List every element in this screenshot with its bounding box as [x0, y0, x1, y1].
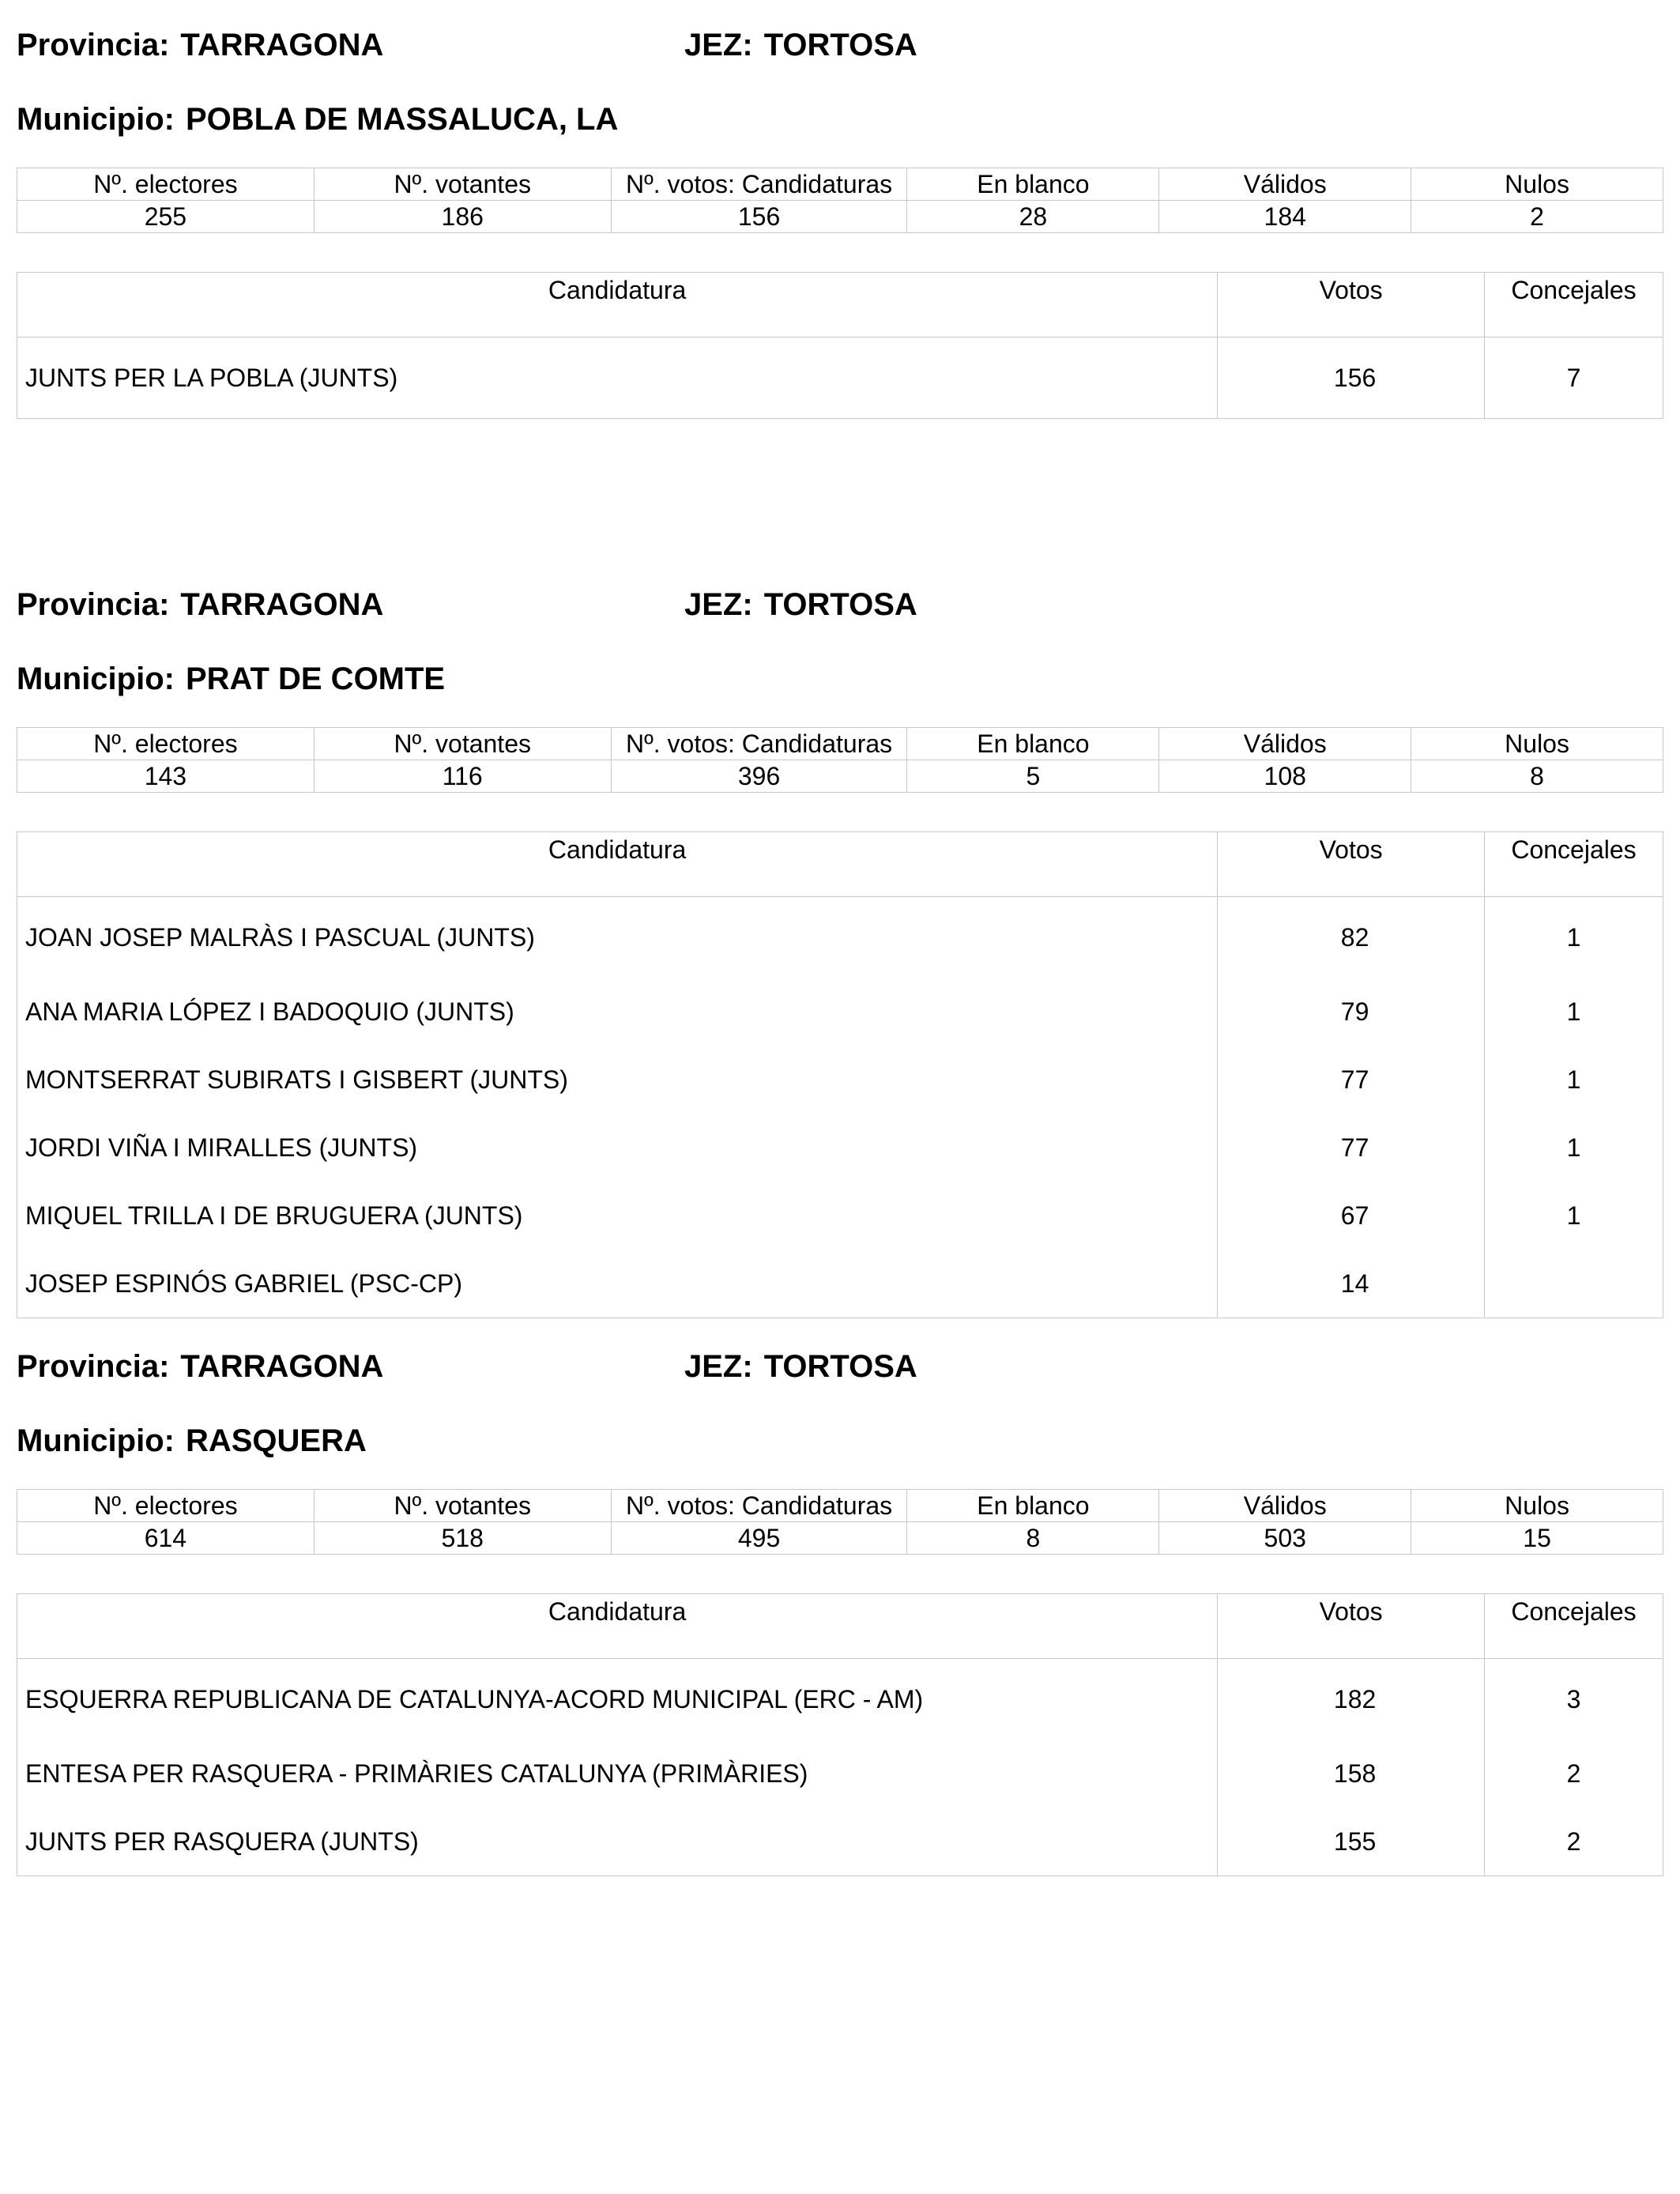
- candidates-header-row: [17, 832, 1663, 897]
- summary-header-row: [17, 728, 1663, 760]
- candidate-votes: 79: [1218, 978, 1485, 1046]
- candidatura-header: Candidatura: [17, 832, 1218, 897]
- candidate-votes: 67: [1218, 1182, 1485, 1250]
- candidate-votes: 14: [1218, 1250, 1485, 1318]
- summary-value-row: [17, 1522, 1663, 1555]
- table-row: [17, 337, 1663, 419]
- summary-header-cell: Nº. votos: Candidaturas: [611, 728, 907, 760]
- summary-table: [17, 727, 1663, 793]
- summary-value-cell: 15: [1411, 1522, 1663, 1555]
- summary-value-cell: 2: [1411, 201, 1663, 233]
- votos-header: Votos: [1218, 832, 1485, 897]
- municipio-heading: Municipio: PRAT DE COMTE: [17, 662, 446, 696]
- summary-header-cell: Nulos: [1411, 168, 1663, 201]
- summary-header-row: [17, 168, 1663, 201]
- summary-value-cell: 143: [17, 760, 315, 793]
- summary-value-cell: 518: [314, 1522, 611, 1555]
- candidate-concejales: 1: [1485, 978, 1663, 1046]
- summary-header-cell: Nº. electores: [17, 168, 315, 201]
- summary-value-cell: 8: [907, 1522, 1159, 1555]
- candidatura-header: Candidatura: [17, 1594, 1218, 1659]
- summary-header-cell: Nº. votantes: [314, 168, 611, 201]
- candidate-votes: 158: [1218, 1740, 1485, 1808]
- concejales-header: Concejales: [1485, 832, 1663, 897]
- candidates-table: [17, 1593, 1663, 1876]
- candidate-concejales: 1: [1485, 1046, 1663, 1114]
- provincia-value: TARRAGONA: [180, 1349, 384, 1384]
- summary-value-cell: 186: [314, 201, 611, 233]
- candidate-votes: 156: [1218, 337, 1485, 419]
- jez-heading: JEZ: TORTOSA: [684, 28, 917, 62]
- summary-header-cell: En blanco: [907, 728, 1159, 760]
- summary-header-cell: En blanco: [907, 168, 1159, 201]
- summary-header-cell: Nº. votos: Candidaturas: [611, 168, 907, 201]
- candidate-votes: 77: [1218, 1046, 1485, 1114]
- summary-value-cell: 156: [611, 201, 907, 233]
- candidate-name: JOAN JOSEP MALRÀS I PASCUAL (JUNTS): [17, 897, 1218, 978]
- jez-value: TORTOSA: [763, 28, 917, 62]
- jez-value: TORTOSA: [763, 1349, 917, 1384]
- summary-value-cell: 396: [611, 760, 907, 793]
- votos-header: Votos: [1218, 1594, 1485, 1659]
- table-row: [17, 897, 1663, 978]
- summary-value-cell: 5: [907, 760, 1159, 793]
- candidate-name: ANA MARIA LÓPEZ I BADOQUIO (JUNTS): [17, 978, 1218, 1046]
- summary-header-cell: Nº. votantes: [314, 728, 611, 760]
- summary-header-cell: Nulos: [1411, 1490, 1663, 1522]
- municipio-heading: Municipio: RASQUERA: [17, 1423, 367, 1458]
- summary-header-cell: Válidos: [1159, 728, 1411, 760]
- candidates-header-row: [17, 273, 1663, 337]
- summary-header-cell: Nº. electores: [17, 1490, 315, 1522]
- candidate-name: JUNTS PER LA POBLA (JUNTS): [17, 337, 1218, 419]
- summary-header-cell: Válidos: [1159, 1490, 1411, 1522]
- summary-header-cell: Nº. votos: Candidaturas: [611, 1490, 907, 1522]
- jez-heading: JEZ: TORTOSA: [684, 587, 917, 622]
- municipio-value: RASQUERA: [185, 1423, 367, 1458]
- jez-heading: JEZ: TORTOSA: [684, 1349, 917, 1384]
- candidate-name: ESQUERRA REPUBLICANA DE CATALUNYA-ACORD MUNICIPAL (ERC - AM): [17, 1659, 1218, 1740]
- candidatura-header: Candidatura: [17, 273, 1218, 337]
- provincia-value: TARRAGONA: [180, 28, 384, 62]
- candidate-votes: 155: [1218, 1808, 1485, 1876]
- votos-header: Votos: [1218, 273, 1485, 337]
- summary-value-cell: 614: [17, 1522, 315, 1555]
- candidate-name: JOSEP ESPINÓS GABRIEL (PSC-CP): [17, 1250, 1218, 1318]
- candidate-votes: 82: [1218, 897, 1485, 978]
- summary-header-cell: Nulos: [1411, 728, 1663, 760]
- table-row: [17, 1046, 1663, 1114]
- candidate-name: MONTSERRAT SUBIRATS I GISBERT (JUNTS): [17, 1046, 1218, 1114]
- summary-header-row: [17, 1490, 1663, 1522]
- municipio-heading: Municipio: POBLA DE MASSALUCA, LA: [17, 102, 619, 137]
- summary-value-row: [17, 201, 1663, 233]
- provincia-value: TARRAGONA: [180, 587, 384, 622]
- concejales-header: Concejales: [1485, 273, 1663, 337]
- candidate-concejales: 3: [1485, 1659, 1663, 1740]
- provincia-heading: Provincia: TARRAGONA: [17, 587, 384, 622]
- summary-header-cell: Válidos: [1159, 168, 1411, 201]
- candidate-concejales: 7: [1485, 337, 1663, 419]
- candidate-votes: 182: [1218, 1659, 1485, 1740]
- summary-table: [17, 168, 1663, 233]
- candidate-name: MIQUEL TRILLA I DE BRUGUERA (JUNTS): [17, 1182, 1218, 1250]
- candidate-concejales: 1: [1485, 1114, 1663, 1182]
- candidate-concejales: [1485, 1250, 1663, 1318]
- summary-table: [17, 1489, 1663, 1555]
- summary-header-cell: En blanco: [907, 1490, 1159, 1522]
- table-row: [17, 1182, 1663, 1250]
- summary-value-cell: 255: [17, 201, 315, 233]
- summary-value-cell: 184: [1159, 201, 1411, 233]
- table-row: [17, 1114, 1663, 1182]
- candidates-table: [17, 272, 1663, 419]
- candidate-concejales: 2: [1485, 1740, 1663, 1808]
- summary-header-cell: Nº. electores: [17, 728, 315, 760]
- table-row: [17, 1250, 1663, 1318]
- candidate-name: JORDI VIÑA I MIRALLES (JUNTS): [17, 1114, 1218, 1182]
- summary-value-cell: 503: [1159, 1522, 1411, 1555]
- summary-value-cell: 495: [611, 1522, 907, 1555]
- summary-value-cell: 108: [1159, 760, 1411, 793]
- candidate-votes: 77: [1218, 1114, 1485, 1182]
- candidate-concejales: 1: [1485, 1182, 1663, 1250]
- summary-value-row: [17, 760, 1663, 793]
- summary-value-cell: 8: [1411, 760, 1663, 793]
- concejales-header: Concejales: [1485, 1594, 1663, 1659]
- candidate-concejales: 1: [1485, 897, 1663, 978]
- table-row: [17, 978, 1663, 1046]
- candidates-header-row: [17, 1594, 1663, 1659]
- candidate-concejales: 2: [1485, 1808, 1663, 1876]
- candidate-name: JUNTS PER RASQUERA (JUNTS): [17, 1808, 1218, 1876]
- municipio-value: PRAT DE COMTE: [185, 662, 446, 696]
- candidates-table: [17, 831, 1663, 1318]
- table-row: [17, 1740, 1663, 1808]
- provincia-heading: Provincia: TARRAGONA: [17, 1349, 384, 1384]
- table-row: [17, 1808, 1663, 1876]
- jez-value: TORTOSA: [763, 587, 917, 622]
- municipio-value: POBLA DE MASSALUCA, LA: [185, 102, 619, 137]
- summary-value-cell: 28: [907, 201, 1159, 233]
- summary-header-cell: Nº. votantes: [314, 1490, 611, 1522]
- table-row: [17, 1659, 1663, 1740]
- summary-value-cell: 116: [314, 760, 611, 793]
- candidate-name: ENTESA PER RASQUERA - PRIMÀRIES CATALUNYA (PRIMÀRIES): [17, 1740, 1218, 1808]
- provincia-heading: Provincia: TARRAGONA: [17, 28, 384, 62]
